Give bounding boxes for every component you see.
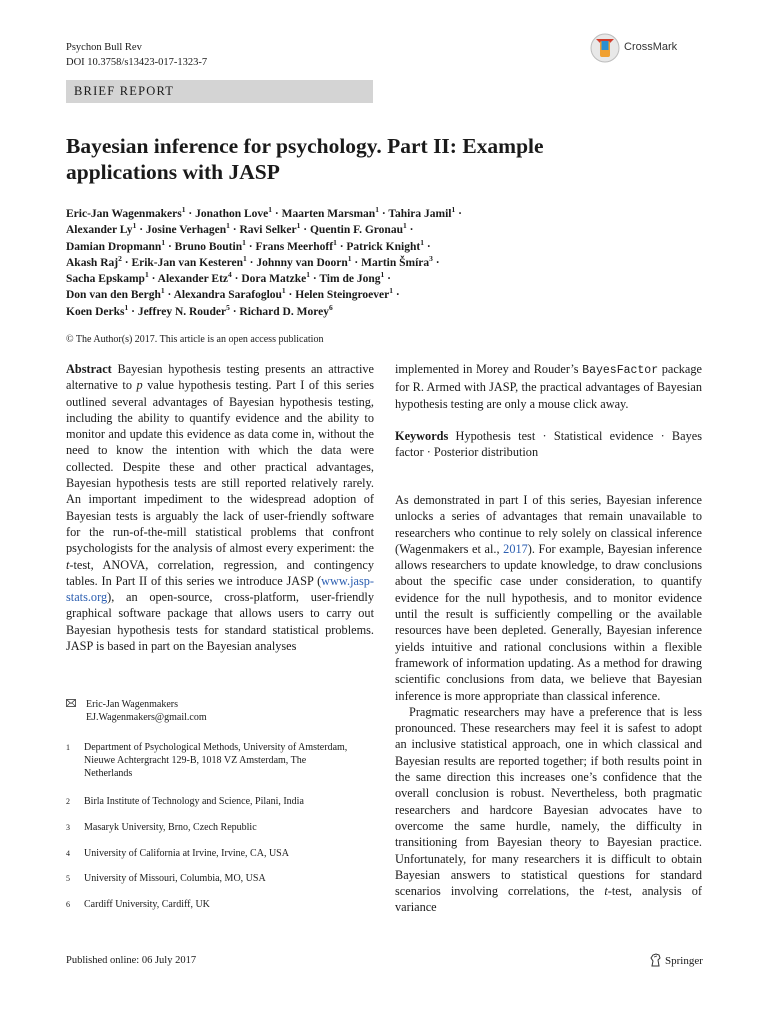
affiliation-number: 1: [66, 743, 70, 752]
author-name: Erik-Jan van Kesteren: [131, 256, 244, 269]
abstract-text-3: -test, ANOVA, correlation, regression, and contingency tables. In Part II of this series we introduce JASP (: [66, 557, 374, 588]
author-name: Bruno Boutin: [174, 240, 243, 253]
affiliation-number: 4: [66, 849, 70, 858]
doi[interactable]: DOI 10.3758/s13423-017-1323-7: [66, 57, 208, 68]
abstract-p-italic: p: [136, 378, 143, 393]
affiliation-number: 5: [66, 874, 70, 883]
author-name: Ravi Selker: [239, 224, 297, 237]
author-name: Tim de Jong: [319, 273, 381, 286]
affiliation-number: 3: [66, 823, 70, 832]
author-affiliation-ref: 1: [132, 221, 137, 231]
author-line: Sacha Epskamp$^1$ · Alexander Etz$^4$ · Dora Matzke$^1$ · Tim de Jong$^1$ ·: [66, 270, 391, 286]
author-name: Johnny van Doorn: [256, 256, 348, 269]
author-name: Damian Dropmann: [66, 240, 162, 253]
author-line: Damian Dropmann$^1$ · Bruno Boutin$^1$ · Frans Meerhoff$^1$ · Patrick Knight$^1$ ·: [66, 237, 431, 253]
title-line-2: applications with JASP: [66, 160, 280, 184]
author-affiliation-ref: 1: [144, 270, 149, 280]
abstract-text-1: Bayesian hypothesis testing presents an attractive alternative to: [66, 362, 374, 393]
author-affiliation-ref: 2: [118, 254, 122, 264]
author-affiliation-ref: 5: [226, 302, 230, 312]
intro-p2-text: Pragmatic researchers may have a preference that is less pronounced. These researchers may feel it is safest to adopt an inclusive statistical approach, one in which classical and Bayesian results are reported together; if both results point in the same direction this increases one’s confidence that the overall conclusion is robust. Nevertheless, both pragmatic researchers and hardcore Bayesian advocates have to overcome the same hurdle, namely, the difficulty in transitioning from Bayesian theory to Bayesian practice. Unfortunately, for many researchers it is difficult to obtain Bayesian answers to statistical questions for standard scenarios involving correlations, the: [395, 704, 702, 899]
abstract-label: Abstract: [66, 362, 112, 376]
abstract-column: [66, 361, 374, 654]
author-affiliation-ref: 1: [380, 270, 385, 280]
affiliation-text: University of Missouri, Columbia, MO, USA: [84, 873, 266, 884]
author-affiliation-ref: 1: [306, 270, 310, 280]
article-type-bar: BRIEF REPORT: [66, 80, 373, 103]
publisher-name: Springer: [665, 955, 703, 967]
crossmark-icon: [590, 33, 620, 63]
author-affiliation-ref: 1: [420, 237, 424, 247]
springer-logo: [650, 953, 703, 967]
intro-t-italic: t: [604, 884, 608, 899]
abstract-t-italic: t: [66, 557, 70, 572]
author-line: Koen Derks$^1$ · Jeffrey N. Rouder$^5$ · Richard D. Morey$^6$: [66, 302, 333, 318]
keywords-label: Keywords: [395, 429, 449, 443]
author-line: Alexander $Ly^1 \cdot Josine$ Verhagen$^1$ · Ravi Selker$^1$ · Quentin F. Gronau$^1$ ·: [66, 221, 414, 237]
author-line: Akash Raj$^2$ · Erik-Jan van Kesteren$^1$ · Johnny van Doorn$^1$ · Martin Šmíra$^3$ ·: [66, 254, 440, 269]
author-name: Koen Derks: [66, 305, 125, 318]
author-affiliation-ref: 1: [389, 286, 393, 296]
author-affiliation-ref: 1: [281, 286, 286, 296]
author-name: Josine Verhagen: [145, 224, 227, 237]
author-affiliation-ref: 4: [228, 270, 232, 280]
author-name: Don van den Bergh: [66, 289, 161, 302]
author-name: Akash Raj: [66, 256, 119, 269]
abstract-text-4: ), an open-source, cross-platform, user-friendly graphical software package that allows users to carry out Bayesian hypothesis tests for standard statistical problems. JASP is based in part on the Bayesian analyses: [66, 590, 374, 654]
author-name: Alexander Etz: [157, 273, 229, 286]
author-affiliation-ref: 1: [375, 205, 379, 215]
author-affiliation-ref: 1: [296, 221, 301, 231]
author-name: Sacha Epskamp: [66, 273, 145, 286]
author-name: Jeffrey N. Rouder: [137, 305, 227, 318]
affiliation-text: Masaryk University, Brno, Czech Republic: [84, 822, 257, 833]
author-affiliation-ref: 1: [181, 205, 186, 215]
crossmark-badge[interactable]: [590, 33, 700, 63]
author-affiliation-ref: 1: [268, 205, 273, 215]
author-name: Patrick Knight: [346, 240, 421, 253]
author-name: Alexandra Sarafoglou: [173, 289, 282, 302]
author-line: Don van den Bergh$^1$ · Alexandra Sarafoglou$^1$ · Helen Steingroever$^1$ ·: [66, 286, 400, 302]
author-name: Martin Šmíra: [361, 256, 430, 269]
author-name: Frans Meerhoff: [255, 240, 334, 253]
author-affiliation-ref: 1: [160, 286, 165, 296]
intro-p1-text-cont: ). For example, Bayesian inference allows researchers to update knowledge, to draw conclusions about the specific case under consideration, to quantify evidence for the null hypothesis, and to monitor evidence until the result is sufficiently compelling or the available resources have been depleted. Generally, Bayesian inference yields intuitive and rational conclusions within a flexible framework of information updating. As a method for drawing scientific conclusions from data, we believe that Bayesian inference is more appropriate than classical inference.: [395, 541, 702, 703]
author-affiliation-ref: 1: [243, 254, 247, 264]
author-name: Jonathon Love: [195, 208, 269, 220]
author-affiliation-ref: 1: [451, 205, 456, 215]
author-affiliation-ref: 1: [242, 237, 246, 247]
author-affiliation-ref: 1: [124, 302, 129, 312]
keywords: [395, 428, 702, 461]
author-name: Quentin F. Gronau: [309, 224, 403, 237]
affiliation-text: Department of Psychological Methods, University of Amsterdam, Nieuwe Achtergracht 129-B, 1018 VZ Amsterdam, The Netherlands: [84, 742, 348, 779]
author-affiliation-ref: 3: [429, 254, 433, 264]
springer-horse-icon: [650, 953, 662, 967]
keywords-text: Hypothesis test · Statistical evidence · Bayes factor · Posterior distribution: [395, 429, 702, 460]
author-affiliation-ref: 1: [333, 237, 337, 247]
author-affiliation-ref: 6: [328, 302, 333, 312]
abstract-text-2: value hypothesis testing. Part I of this series outlined several advantages of Bayesian hypothesis testing, including the ability to quantify evidence and the ability to monitor and update this evidence as data come in, without the need to know the intention with which the data were collected. Despite these and other practical advantages, Bayesian hypothesis tests are still reported relatively rarely. An important impediment to the widespread adoption of Bayesian tests is arguably the lack of user-friendly software for the run-of-the-mill statistical problems that confront psychologists for the analysis of almost every experiment: the: [66, 378, 374, 556]
affiliation-text: Birla Institute of Technology and Science, Pilani, India: [84, 796, 304, 807]
crossmark-label: CrossMark: [624, 41, 678, 53]
author-affiliation-ref: 1: [347, 254, 352, 264]
affiliation-text: University of California at Irvine, Irvine, CA, USA: [84, 848, 289, 859]
journal-header: [66, 40, 207, 70]
author-name: Dora Matzke: [241, 273, 307, 286]
author-list: [66, 206, 706, 320]
jasp-url-link[interactable]: www.jasp-stats.org: [66, 573, 374, 605]
affiliation-number: 6: [66, 900, 70, 909]
intro-paragraph-2: [395, 704, 702, 916]
paper-title: [66, 133, 706, 185]
citation-link-2017[interactable]: 2017: [503, 541, 528, 556]
contact-name: Eric-Jan Wagenmakers: [86, 699, 179, 710]
author-affiliation-ref: 1: [161, 237, 166, 247]
author-line: Eric-Jan Wagenmakers$^1$ · Jonathon Love$^1$ · Maarten Marsman$^1$ · Tahira Jamil$^1$ ·: [66, 205, 462, 220]
abstract-continuation: [395, 361, 702, 412]
author-name: Alexander Ly: [66, 224, 133, 237]
contact-email[interactable]: EJ.Wagenmakers@gmail.com: [86, 712, 207, 723]
intro-paragraph-1: [395, 492, 702, 704]
author-name: Maarten Marsman: [281, 208, 376, 220]
published-date: Published online: 06 July 2017: [66, 955, 197, 966]
intro-p1-text: As demonstrated in part I of this series, Bayesian inference unlocks a series of advantages that remain unavailable to researchers who continue to rely solely on classical inference (Wagenmakers et al.,: [395, 493, 702, 556]
author-affiliation-ref: 1: [402, 221, 407, 231]
affiliation-text: Cardiff University, Cardiff, UK: [84, 899, 210, 910]
author-name: Richard D. Morey: [239, 305, 329, 318]
copyright-notice: © The Author(s) 2017. This article is an open access publication: [66, 334, 324, 345]
intro-p2-text-cont: -test, analysis of variance: [395, 884, 702, 915]
affiliation-number: 2: [66, 797, 70, 806]
abstract-cont-2: package for R. Armed with JASP, the practical advantages of Bayesian hypothesis testing are only a mouse click away.: [395, 362, 702, 411]
author-name: Eric-Jan Wagenmakers: [66, 208, 182, 220]
title-line-1: Bayesian inference for psychology. Part II: Example: [66, 134, 544, 158]
envelope-icon: [66, 699, 76, 707]
journal-name: Psychon Bull Rev: [66, 42, 142, 53]
author-name: Tahira Jamil: [388, 208, 452, 220]
bayesfactor-package: BayesFactor: [582, 364, 659, 377]
author-affiliation-ref: 1: [226, 221, 230, 231]
introduction: [395, 492, 702, 916]
abstract-cont-1: implemented in Morey and Rouder’s: [395, 362, 583, 376]
author-name: Helen Steingroever: [295, 289, 390, 302]
